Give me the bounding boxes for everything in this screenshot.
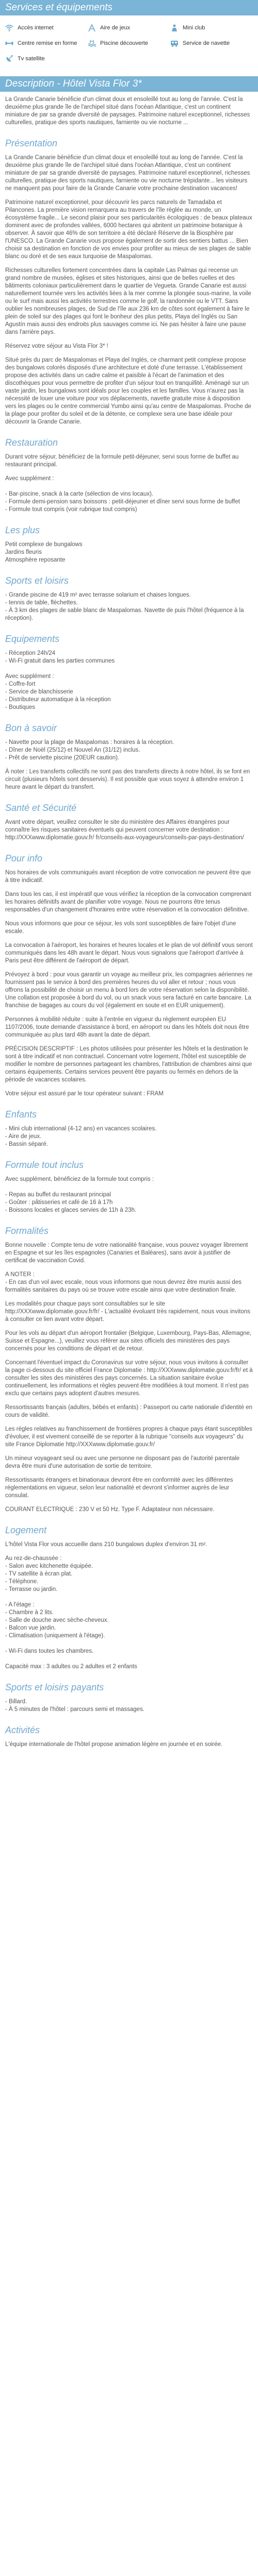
line-list	[5, 1698, 253, 1714]
line-list	[5, 739, 253, 762]
line-list	[5, 541, 253, 564]
paragraph: La convocation à l'aéroport, les horaires et heures locales et le plan de vol définitif vous seront communiqués dans les 48h avant le départ. Nous vous signalons que l'aéroport d'arrivée à Paris peut être différent de l'aéroport de départ.	[5, 942, 253, 964]
list-line: - Dîner de Noël (25/12) et Nouvel An (31/12) inclus.	[5, 747, 140, 753]
paragraph: Nos horaires de vols communiqués avant réception de votre convocation ne peuvent être que à titre indicatif.	[5, 870, 251, 884]
line-list	[5, 1271, 253, 1294]
list-line: - Bassin séparé.	[5, 1141, 49, 1147]
service-label: Mini club	[183, 25, 205, 31]
services-banner: Services et équipements	[0, 0, 258, 15]
service-label: Aire de jeux	[100, 25, 131, 31]
paragraph: Pour les vols au départ d'un aéroport frontalier (Belgique, Luxembourg, Pays-Bas, Allemagne, Suisse et Espagne...), veuillez vous référer aux sites officiels des ministères des pays concernés pour les conditions de départ et de retour.	[5, 1330, 252, 1352]
list-line	[5, 483, 253, 490]
section-heading: Bon à savoir	[5, 723, 57, 733]
list-line: - Boissons locales et glaces servies de 11h à 23h.	[5, 1207, 137, 1213]
section-heading: Santé et Sécurité	[5, 803, 77, 813]
paragraph: Personnes à mobilité réduite : suite à l'entrée en vigueur du règlement européen EU 1107/2006, toute demande d'assistance à bord, en aéroport ou dans les hôtels doit nous être communiquée au plus tard 48h avant la date de départ.	[5, 1016, 249, 1038]
paragraph: À noter : Les transferts collectifs ne sont pas des transferts directs à notre hôtel, ils se font en circuit (plusieurs hôtels sont desservis). Il est possible que vous soyez à attendre environ 1 heure avant le départ du transfert.	[5, 769, 250, 790]
services-list	[0, 15, 258, 70]
section-heading: Equipements	[5, 634, 60, 644]
mini-club-icon	[170, 24, 179, 32]
list-line: - Prêt de serviette piscine (20EUR caution).	[5, 755, 120, 761]
paragraph: Ressortissants étrangers et binationaux devront être en conformité avec les différentes réglementations en vigueur, selon leur nationalité et devront s'informer auprès de leur consulat.	[5, 1477, 233, 1499]
paragraph: L'hôtel Vista Flor vous accueille dans 210 bungalows duplex d'environ 31 m².	[5, 1541, 207, 1548]
paragraph: Un mineur voyageant seul ou avec une personne ne disposant pas de l'autorité parentale devra être muni d'une autorisation de sortie de territoire.	[5, 1455, 240, 1469]
service-label: Accès internet	[18, 25, 54, 31]
list-line: - Boutiques	[5, 704, 36, 710]
paragraph: Patrimoine naturel exceptionnel, pour découvrir les parcs naturels de Tamadaba et Pilancones. La première vision remarquera au travers de l'île réglée au monde, un écosystème fragile... Le second plaisir pour ses particularités écologiques : de beaux plateaux dominent avec de profondes vallées, 6000 hectares qui abritent un patrimoine botanique à observer. À savoir que 46% de son territoire a été déclaré Réserve de la Biosphère par l'UNESCO. La Grande Canarie vous propose également de sortir des sentiers battus ... Bien choisir sa destination en fonction de vos envies pour profiter au mieux de ses plages de sable blanc ou doré et de ses eaux turquoise de Maspalomas.	[5, 199, 252, 260]
list-line: Avec supplément :	[5, 673, 54, 680]
line-list	[5, 650, 253, 711]
service-item	[170, 39, 253, 47]
section-heading: Formalités	[5, 1226, 49, 1236]
list-line: - Coffre-fort	[5, 681, 36, 687]
section-heading: Les plus	[5, 525, 40, 535]
paragraph: Situé près du parc de Maspalomas et Playa del Inglés, ce charmant petit complexe propose des bungalows colorés disposés d'une architecture et doté d'une terrasse. L'établissement propose des activités dans un cadre calme et paisible à l'écart de l'animation et des discothèques pour vous permettre de profiter d'un séjour tout en tranquillité. Aménagé sur un vaste jardin, les bungalows sont idéals pour les couples et les familles. Vous n'aurez pas la nécessité de louer une voiture pour vos déplacements, navette gratuite mise à disposition vers les plages ou le centre commercial Yumbo ainsi qu'au centre de Maspalomas. Proche de la plage pour profiter du soleil et de la détente, ce complexe sera une base idéale pour découvrir la Grande Canarie.	[5, 357, 251, 425]
list-line	[5, 1183, 253, 1191]
list-line: - Balcon vue jardin.	[5, 1625, 56, 1631]
playground-icon	[88, 24, 96, 32]
list-line	[5, 1655, 253, 1663]
list-line: - Salon avec kitchenette équipée.	[5, 1563, 93, 1569]
list-line: A NOTER :	[5, 1272, 35, 1278]
service-label: Centre remise en forme	[18, 40, 77, 46]
list-line: - Salle de douche avec sèche-cheveux.	[5, 1617, 109, 1623]
fitness-icon	[5, 39, 13, 47]
list-line: - Réception 24h/24	[5, 650, 56, 656]
list-line: - À 5 minutes de l'hôtel : parcours semi et massages.	[5, 1706, 145, 1713]
list-line: - Formule tout compris (voir rubrique tout compris)	[5, 506, 137, 513]
paragraph: Prévoyez à bord : pour vous garantir un voyage au meilleur prix, les compagnies aériennes ne fournissent pas le service à bord des premières heures du vol aller et retour ; nous vous offrons la possibilité de choisir un menu à bord lors de votre réservation selon la disponibilité. Une collation est proposée à bord du vol, ou un snack vous sera facturé en carte bancaire. La franchise de bagages au cours du vol (également en soute et en EUR uniquement).	[5, 972, 253, 1009]
section-heading: Sports et loisirs	[5, 575, 69, 586]
service-item	[170, 24, 253, 32]
wifi-icon	[5, 24, 13, 32]
paragraph: Nous vous informons que pour ce séjour, les vols sont susceptibles de faire l'objet d'une escale.	[5, 921, 236, 935]
list-line: - Wi-Fi dans toutes les chambres.	[5, 1648, 94, 1654]
paragraph: Les modalités pour chaque pays sont consultables sur le site http://XXXwww.diplomatie.gouv.fr/fr/ - L'actualité évoluant très rapidement, nous vous invitons à consulter ce lien avant votre départ.	[5, 1301, 250, 1323]
list-line	[5, 1640, 253, 1648]
service-item	[5, 39, 88, 47]
paragraph: Concernant l'éventuel impact du Coronavirus sur votre séjour, nous vous invitons à consulter la page ci-dessous du site officiel France Diplomatie : http://XXXwww.diplomatie.gouv.fr/fr/ et à consulter les sites des ministères des pays concernés. La situation sanitaire évolue continuellement, les informations et règles peuvent être modifiées à tout moment. Il n'est pas exclu que certains pays adoptent d'autres mesures.	[5, 1360, 253, 1397]
list-line: - Climatisation (uniquement à l'étage).	[5, 1633, 105, 1639]
paragraph: L'équipe internationale de l'hôtel propose animation légère en journée et en soirée.	[5, 1741, 223, 1748]
section-heading: Activités	[5, 1725, 40, 1735]
section-heading: Restauration	[5, 437, 58, 448]
list-line: - Chambre à 2 lits.	[5, 1609, 54, 1616]
list-line: Avec supplément :	[5, 476, 54, 482]
section-heading: Présentation	[5, 138, 58, 148]
service-item	[88, 39, 170, 47]
list-line: - Distributeur automatique à la réception	[5, 697, 111, 703]
shuttle-icon	[170, 39, 179, 47]
description-body	[0, 92, 258, 1749]
list-line: - Téléphone.	[5, 1579, 39, 1585]
description-banner: Description - Hôtel Vista Flor 3*	[0, 76, 258, 92]
line-list	[5, 1555, 253, 1671]
paragraph: Les règles relatives au franchissement de frontières propres à chaque pays étant susceptibles d'évoluer, il est vivement conseillé de se reporter à la rubrique "conseils aux voyageurs" du site France Diplomatie http://XXXwww.diplomatie.gouv.fr/	[5, 1426, 252, 1448]
service-item	[5, 55, 88, 63]
list-line: - Wi-Fi gratuit dans les parties communes	[5, 658, 115, 664]
line-list	[5, 1125, 253, 1148]
section-heading: Formule tout inclus	[5, 1160, 84, 1170]
paragraph: Durant votre séjour, bénéficiez de la formule petit-déjeuner, servi sous forme de buffet au restaurant principal.	[5, 454, 239, 468]
line-list	[5, 591, 253, 622]
list-line: - À 3 km des plages de sable blanc de Maspalomas. Navette de puis l'hôtel (fréquence à la réception).	[5, 607, 244, 621]
section-heading: Logement	[5, 1525, 47, 1535]
list-line: - Terrasse ou jardin.	[5, 1586, 58, 1592]
service-item	[88, 24, 170, 32]
paragraph: Avant votre départ, veuillez consulter le site du ministère des Affaires étrangères pour connaître les risques sanitaires éventuels qui peuvent concerner votre destination : http://XXXwww.diplomatie.gouv.fr/ fr/conseils-aux-voyageurs/conseils-par-pays-destination/	[5, 819, 244, 841]
paragraph: Bonne nouvelle : Compte tenu de votre nationalité française, vous pouvez voyager librement en Espagne et sur les îles espagnoles (Canaries et Baléares), sans avoir à justifier de certificat de vaccination Covid.	[5, 1242, 248, 1264]
paragraph: Votre séjour est assuré par le tour opérateur suivant : FRAM	[5, 1091, 164, 1097]
service-label: Tv satellite	[18, 56, 45, 62]
section-heading: Enfants	[5, 1109, 37, 1120]
list-line: Avec supplément, bénéficiez de la formule tout compris :	[5, 1176, 154, 1182]
section-heading: Pour info	[5, 853, 43, 863]
list-line: - TV satellite à écran plat.	[5, 1571, 73, 1577]
service-label: Service de navette	[183, 40, 230, 46]
list-line: - En cas d'un vol avec escale, nous vous informons que nous devrez être munis aussi des formalités sanitaires du pays où se trouve votre escale ainsi que votre destination finale.	[5, 1279, 241, 1293]
list-line: - Billard.	[5, 1699, 27, 1705]
list-line: - Goûter : pâtisseries et café de 16 à 17h	[5, 1199, 113, 1206]
tv-satellite-icon	[5, 55, 13, 63]
paragraph: Richesses culturelles fortement concentrées dans la capitale Las Palmas qui recense un grand nombre de musées, églises et sites historiques, ainsi que de belles ruelles et des bâtiments coloniaux particulièrement dans le quartier de Vegueta. Grande Canarie est aussi naturellement tournée vers les activités liées à la mer comme la plongée sous-marine, la voile ou le surf mais aussi les activités terrestres comme le golf, la randonnée ou le VTT. Sans oublier les nombreuses plages, de Sud de l'île aux 236 km de côtes sont également à faire le plein de soleil sur des plages qui font le bonheur des plus petits, Playa del Inglés ou San Agustín mais aussi des endroits plus sauvages comme ici. Ne pas hésiter à faire une pause dans l'arrière pays.	[5, 267, 251, 335]
list-line: - Bar-piscine, snack à la carte (sélection de vins locaux).	[5, 491, 153, 497]
paragraph: PRÉCISION DESCRIPTIF : Les photos utilisées pour présenter les hôtels et la destination le sont à titre indicatif et non contractuel. Concernant votre logement, l'hôtel est susceptible de modifier le nombre de personnes partageant les chambres, l'attribution de chambres ainsi que certains équipements. Certains services peuvent être payants ou fermés en dehors de la période de vacances scolaires.	[5, 1046, 252, 1083]
paragraph: Réservez votre séjour au Vista Flor 3* !	[5, 343, 108, 349]
list-line: Capacité max : 3 adultes ou 2 adultes et 2 enfants	[5, 1664, 137, 1670]
list-line: Petit complexe de bungalows	[5, 541, 83, 548]
service-item	[5, 24, 88, 32]
list-line: - Service de blanchisserie	[5, 689, 73, 695]
list-line: - A l'étage :	[5, 1602, 35, 1608]
list-line: Au rez-de-chaussée :	[5, 1555, 62, 1562]
list-line	[5, 665, 253, 673]
paragraph: La Grande Canarie bénéficie d'un climat doux et ensoleillé tout au long de l'année. C'est la deuxième plus grande île de l'archipel situé dans l'océan Atlantique, c'est un continent miniature de par sa grande diversité de paysages. Patrimoine naturel exceptionnel, richesses culturelles, pratique des sports nautiques, farniente ou vie nocturne ...	[5, 96, 250, 126]
paragraph: COURANT ELECTRIQUE : 230 V et 50 Hz. Type F. Adaptateur non nécessaire.	[5, 1506, 215, 1513]
line-list	[5, 1176, 253, 1214]
paragraph: Ressortissants français (adultes, bébés et enfants) : Passeport ou carte nationale d'identité en cours de validité.	[5, 1404, 253, 1418]
list-line: - Repas au buffet du restaurant principal	[5, 1192, 111, 1198]
list-line: Atmosphère reposante	[5, 557, 66, 563]
list-line: - tennis de table, fléchettes.	[5, 600, 78, 606]
line-list	[5, 475, 253, 514]
list-line: - Navette pour la plage de Maspalomas : horaires à la réception.	[5, 739, 174, 745]
list-line	[5, 1594, 253, 1601]
pool-icon	[88, 39, 96, 47]
list-line: - Mini club international (4-12 ans) en vacances scolaires.	[5, 1126, 157, 1132]
list-line: - Aire de jeux.	[5, 1133, 42, 1140]
list-line: Jardins fleuris	[5, 549, 42, 555]
service-label: Piscine découverte	[100, 40, 148, 46]
paragraph: La Grande Canarie bénéficie d'un climat doux et ensoleillé tout au long de l'année. C'est la deuxième plus grande île de l'archipel situé dans l'océan Atlantique, c'est un continent miniature de par sa grande diversité de paysages. Patrimoine naturel exceptionnel, richesses culturelles, pratique des sports nautiques, farniente ou vie nocturne trépidante... les visiteurs ne manquent pas pour faire de la Grande Canarie votre prochaine destination vacances!	[5, 155, 250, 192]
list-line: - Formule demi-pension sans boissons : petit-déjeuner et dîner servi sous forme de buffet	[5, 499, 240, 505]
paragraph: Dans tous les cas, il est impératif que vous vérifiez la réception de la convocation comprenant les horaires définitifs avant de planifier votre voyage. Nous ne pourrons être tenus responsables d'un changement d'horaires entre votre réservation et la convocation définitive.	[5, 891, 251, 913]
section-heading: Sports et loisirs payants	[5, 1682, 104, 1692]
list-line: - Grande piscine de 419 m² avec terrasse solarium et chaises longues.	[5, 592, 191, 598]
